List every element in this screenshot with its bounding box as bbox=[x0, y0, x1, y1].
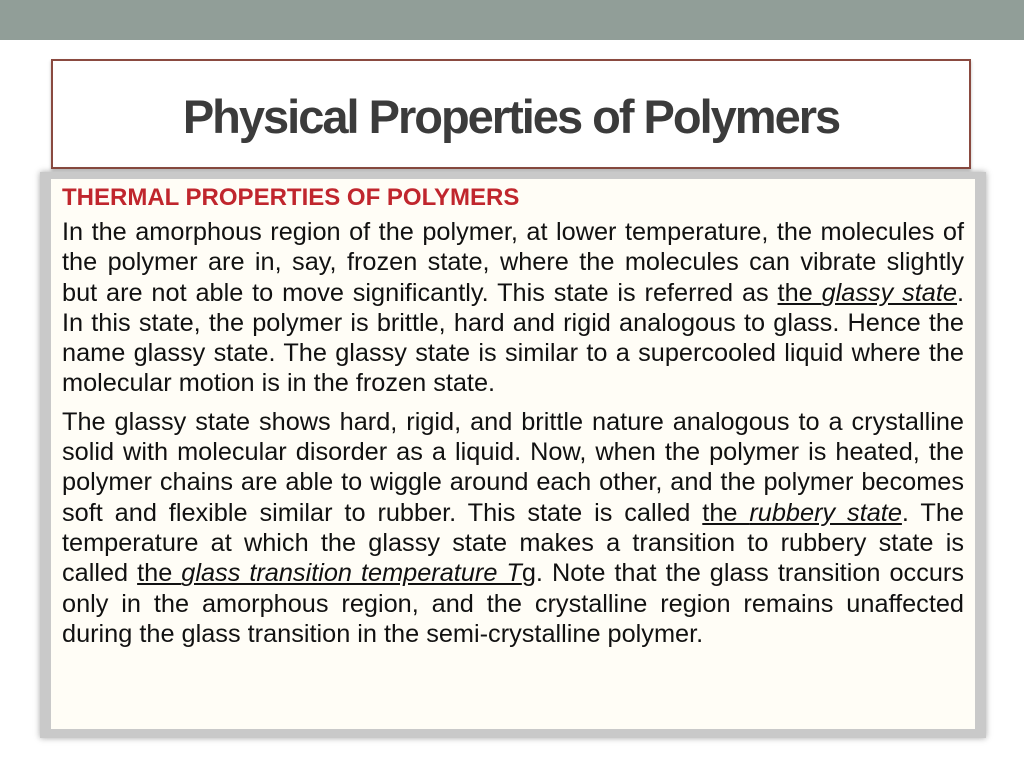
term-glass-transition-temperature: glass transition temperature T bbox=[181, 559, 522, 588]
p1-text-d: . In this state, the polymer is brittle, hard and rigid analogous to glass. Hence the name glassy state. The glassy state is similar to a supercooled liquid where the molecular motion is in the frozen state. bbox=[62, 278, 965, 398]
p2-text-d: . The temperature at which the glassy state makes a transition to rubbery state is called bbox=[62, 498, 964, 588]
slide-title: Physical Properties of Polymers bbox=[182, 90, 840, 143]
paragraph-rubbery-state bbox=[62, 407, 964, 649]
content-box bbox=[51, 179, 975, 729]
p2-text-a: The glassy state shows hard, rigid, and brittle nature analogous to a crystalline solid with molecular disorder as a liquid. Now, when the polymer is heated, the polymer chains are able to wiggle around each other, and the polymer becomes soft and flexible similar to rubber. This state is called bbox=[62, 407, 964, 527]
title-box bbox=[51, 59, 971, 169]
section-heading: THERMAL PROPERTIES OF POLYMERS bbox=[62, 184, 520, 211]
term-glassy-state: glassy state bbox=[821, 278, 957, 307]
p1-text-a: In the amorphous region of the polymer, at lower temperature, the molecules of the polymer are in, say, frozen state, where the molecules can vibrate slightly but are not able to move significantly. This state is referred as bbox=[62, 218, 964, 307]
p2-underline-the-2: the bbox=[137, 559, 182, 588]
p2-text-h: . Note that the glass transition occurs only in the amorphous region, and the crystalline region remains unaffected during the glass transition in the semi-crystalline polymer. bbox=[62, 559, 964, 648]
term-rubbery-state: rubbery state bbox=[749, 498, 902, 527]
top-accent-bar bbox=[0, 0, 1024, 40]
paragraph-glassy-state bbox=[62, 217, 964, 399]
term-tg-subscript: g bbox=[521, 559, 536, 588]
p2-underline-the: the bbox=[702, 498, 750, 527]
p1-underline-the: the bbox=[777, 278, 822, 307]
